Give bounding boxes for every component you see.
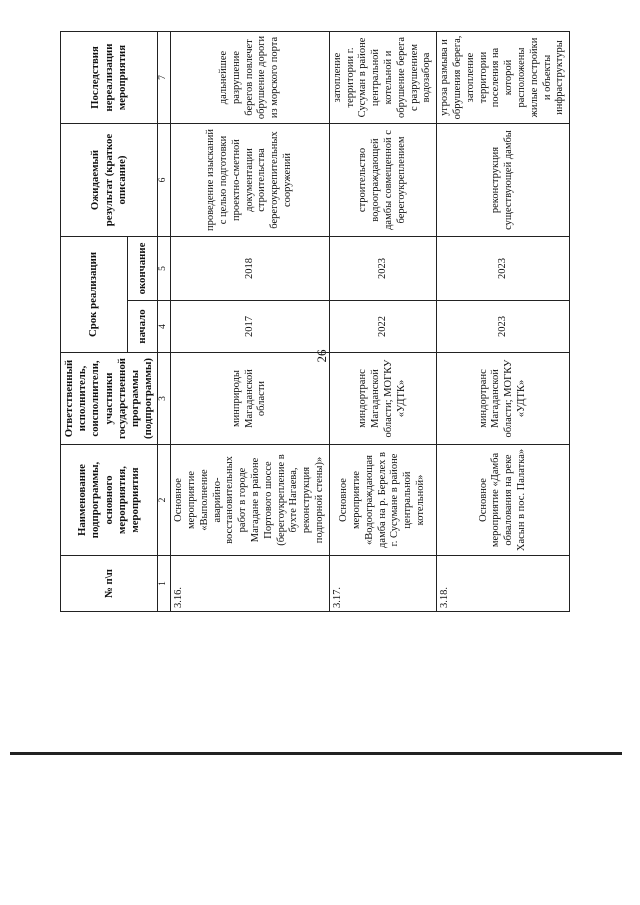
row-num: 3.18.: [437, 556, 570, 612]
col-index: 5: [158, 237, 171, 301]
row-num: 3.17.: [329, 556, 436, 612]
row-end: 2018: [171, 237, 330, 301]
row-end: 2023: [329, 237, 436, 301]
page-number: 26: [314, 349, 329, 363]
header-start: начало: [127, 301, 157, 353]
header-num: № п\п: [61, 556, 158, 612]
col-index: 1: [158, 556, 171, 612]
col-index: 2: [158, 445, 171, 556]
program-table: [60, 32, 566, 612]
horizontal-divider: [10, 752, 622, 755]
row-start: 2022: [329, 301, 436, 353]
row-consequences: дальнейшее разрушение берегов повлечет обрушение дороги из морского порта: [171, 32, 330, 124]
row-responsible: минприроды Магаданской области: [171, 353, 330, 445]
header-row: [61, 32, 128, 612]
table-row: [329, 32, 436, 612]
row-responsible: миндортранс Магаданской области; МОГКУ «УДТК»: [437, 353, 570, 445]
row-name: Основное мероприятие «Выполнение аварийно-восстановительных работ в городе Магадане в районе Портового шоссе (берегоукрепление в бухте Нагаева, реконструкция подпорной стены)»: [171, 445, 330, 556]
row-start: 2017: [171, 301, 330, 353]
row-result: проведение изысканий с целью подготовки проектно-сметной документации строительства берегоукрепительных сооружений: [171, 124, 330, 237]
column-index-row: [158, 32, 171, 612]
row-result: строительство водоограждающей дамбы совмещенной с берегоукреплением: [329, 124, 436, 237]
header-name: Наименование подпрограммы, основного мероприятия, мероприятия: [61, 445, 158, 556]
row-name: Основное мероприятие «Дамба обвалования на реке Хасын в пос. Палатка»: [437, 445, 570, 556]
header-consequences: Последствия нереализации мероприятия: [61, 32, 158, 124]
row-consequences: угроза размыва и обрушения берега, затопление территории поселения на которой расположены жилые постройки и объекты инфраструктуры: [437, 32, 570, 124]
header-end: окончание: [127, 237, 157, 301]
col-index: 3: [158, 353, 171, 445]
row-consequences: затопление территории г. Сусуман в районе центральной котельной и обрушение берега с разрушением водозабора: [329, 32, 436, 124]
col-index: 4: [158, 301, 171, 353]
col-index: 6: [158, 124, 171, 237]
row-name: Основное мероприятие «Водоограждающая дамба на р. Берелех в г. Сусумане в районе центральной котельной»: [329, 445, 436, 556]
row-num: 3.16.: [171, 556, 330, 612]
table-row: [171, 32, 330, 612]
header-responsible: Ответственный исполнитель, соисполнители, участники государственной программы (подпрограммы): [61, 353, 158, 445]
row-responsible: миндортранс Магаданской области; МОГКУ «УДТК»: [329, 353, 436, 445]
table-row: [437, 32, 570, 612]
col-index: 7: [158, 32, 171, 124]
header-term: Срок реализации: [61, 237, 128, 353]
row-start: 2023: [437, 301, 570, 353]
row-result: реконструкция существующей дамбы: [437, 124, 570, 237]
row-end: 2023: [437, 237, 570, 301]
header-result: Ожидаемый результат (краткое описание): [61, 124, 158, 237]
